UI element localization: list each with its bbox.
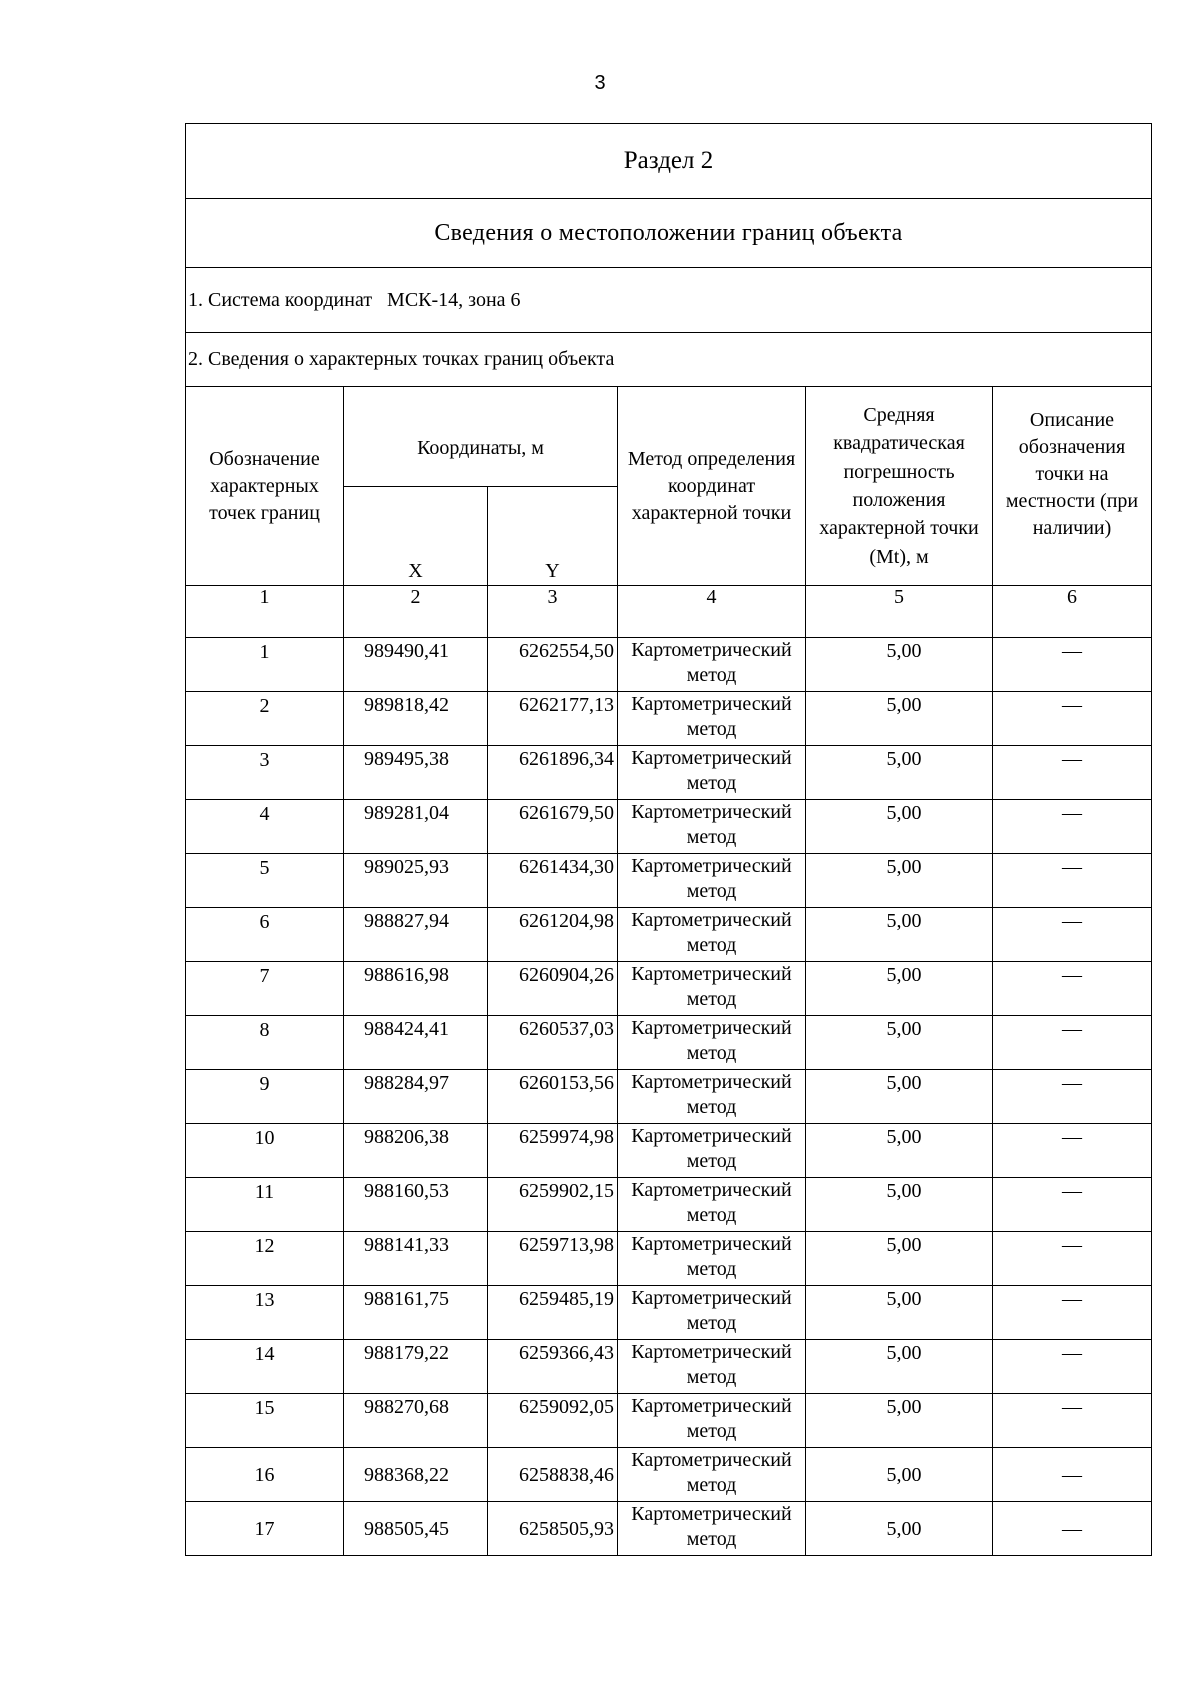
table-row: [186, 1448, 1152, 1502]
table-row: [186, 1124, 1152, 1178]
boundary-points-table: [185, 123, 1152, 1556]
mean-square-error: 5,00: [806, 1124, 993, 1178]
point-number: 12: [186, 1232, 344, 1286]
method: Картометрический метод: [618, 962, 806, 1016]
table-row: [186, 800, 1152, 854]
mean-square-error: 5,00: [806, 1448, 993, 1502]
x-coordinate: 988206,38: [344, 1124, 488, 1178]
y-coordinate: 6261204,98: [488, 908, 618, 962]
page-number: 3: [594, 72, 606, 94]
mean-square-error: 5,00: [806, 1070, 993, 1124]
point-description: —: [993, 1070, 1152, 1124]
method: Картометрический метод: [618, 638, 806, 692]
mean-square-error: 5,00: [806, 800, 993, 854]
table-row: [186, 1178, 1152, 1232]
mean-square-error: 5,00: [806, 1502, 993, 1556]
point-description: —: [993, 1286, 1152, 1340]
table-row: [186, 746, 1152, 800]
header-method: Метод определения координат характерной точки: [618, 387, 806, 586]
y-coordinate: 6262554,50: [488, 638, 618, 692]
coordinate-system-row: [186, 268, 1152, 333]
column-number: 1: [186, 586, 344, 638]
point-description: —: [993, 1124, 1152, 1178]
point-number: 2: [186, 692, 344, 746]
point-description: —: [993, 1232, 1152, 1286]
table-row: [186, 908, 1152, 962]
column-numbers-row: [186, 586, 1152, 638]
point-number: 13: [186, 1286, 344, 1340]
x-coordinate: 989281,04: [344, 800, 488, 854]
point-number: 11: [186, 1178, 344, 1232]
y-coordinate: 6259902,15: [488, 1178, 618, 1232]
mean-square-error: 5,00: [806, 746, 993, 800]
method: Картометрический метод: [618, 1178, 806, 1232]
point-number: 10: [186, 1124, 344, 1178]
y-coordinate: 6259092,05: [488, 1394, 618, 1448]
y-coordinate: 6259485,19: [488, 1286, 618, 1340]
point-number: 7: [186, 962, 344, 1016]
mean-square-error: 5,00: [806, 854, 993, 908]
point-number: 9: [186, 1070, 344, 1124]
point-description: —: [993, 1502, 1152, 1556]
y-coordinate: 6261896,34: [488, 746, 618, 800]
x-coordinate: 988424,41: [344, 1016, 488, 1070]
point-description: —: [993, 908, 1152, 962]
point-number: 17: [186, 1502, 344, 1556]
x-coordinate: 988616,98: [344, 962, 488, 1016]
x-coordinate: 988368,22: [344, 1448, 488, 1502]
x-coordinate: 988827,94: [344, 908, 488, 962]
y-coordinate: 6261679,50: [488, 800, 618, 854]
method: Картометрический метод: [618, 1394, 806, 1448]
coordinate-system: 1. Система координат МСК-14, зона 6: [186, 268, 1152, 333]
point-number: 6: [186, 908, 344, 962]
point-number: 1: [186, 638, 344, 692]
points-caption-row: [186, 333, 1152, 387]
point-number: 16: [186, 1448, 344, 1502]
x-coordinate: 988160,53: [344, 1178, 488, 1232]
point-description: —: [993, 692, 1152, 746]
section-title: Раздел 2: [186, 124, 1152, 199]
point-number: 15: [186, 1394, 344, 1448]
method: Картометрический метод: [618, 854, 806, 908]
mean-square-error: 5,00: [806, 1232, 993, 1286]
mean-square-error: 5,00: [806, 1340, 993, 1394]
mean-square-error: 5,00: [806, 1286, 993, 1340]
column-number: 5: [806, 586, 993, 638]
mean-square-error: 5,00: [806, 1394, 993, 1448]
table-body: [186, 638, 1152, 1556]
method: Картометрический метод: [618, 1448, 806, 1502]
column-number: 4: [618, 586, 806, 638]
y-coordinate: 6262177,13: [488, 692, 618, 746]
point-number: 14: [186, 1340, 344, 1394]
x-coordinate: 988179,22: [344, 1340, 488, 1394]
table-row: [186, 1394, 1152, 1448]
point-description: —: [993, 1178, 1152, 1232]
points-caption: 2. Сведения о характерных точках границ объекта: [186, 333, 1152, 387]
x-coordinate: 989490,41: [344, 638, 488, 692]
mean-square-error: 5,00: [806, 1178, 993, 1232]
column-number: 2: [344, 586, 488, 638]
method: Картометрический метод: [618, 1286, 806, 1340]
mean-square-error: 5,00: [806, 1016, 993, 1070]
x-coordinate: 988270,68: [344, 1394, 488, 1448]
table-row: [186, 1286, 1152, 1340]
section-title-row: [186, 124, 1152, 199]
y-coordinate: 6259366,43: [488, 1340, 618, 1394]
header-description: Описание обозначения точки на местности (при наличии): [993, 387, 1152, 586]
table-row: [186, 638, 1152, 692]
mean-square-error: 5,00: [806, 692, 993, 746]
table-row: [186, 1232, 1152, 1286]
y-coordinate: 6260904,26: [488, 962, 618, 1016]
point-description: —: [993, 1448, 1152, 1502]
point-number: 5: [186, 854, 344, 908]
method: Картометрический метод: [618, 1124, 806, 1178]
point-description: —: [993, 962, 1152, 1016]
method: Картометрический метод: [618, 908, 806, 962]
method: Картометрический метод: [618, 1502, 806, 1556]
header-error: Средняя квадратическая погрешность положения характерной точки (Mt), м: [806, 387, 993, 586]
header-point-designation: Обозначение характерных точек границ: [186, 387, 344, 586]
table-row: [186, 962, 1152, 1016]
section-subtitle-row: [186, 199, 1152, 268]
table-row: [186, 692, 1152, 746]
mean-square-error: 5,00: [806, 638, 993, 692]
point-description: —: [993, 638, 1152, 692]
method: Картометрический метод: [618, 746, 806, 800]
x-coordinate: 989818,42: [344, 692, 488, 746]
x-coordinate: 989495,38: [344, 746, 488, 800]
point-description: —: [993, 1394, 1152, 1448]
table-row: [186, 854, 1152, 908]
header-coordinates: Координаты, м: [344, 387, 618, 487]
y-coordinate: 6259713,98: [488, 1232, 618, 1286]
x-coordinate: 988161,75: [344, 1286, 488, 1340]
x-coordinate: 988505,45: [344, 1502, 488, 1556]
method: Картометрический метод: [618, 692, 806, 746]
method: Картометрический метод: [618, 800, 806, 854]
point-number: 3: [186, 746, 344, 800]
header-x: X: [344, 487, 488, 586]
point-description: —: [993, 800, 1152, 854]
point-description: —: [993, 1340, 1152, 1394]
mean-square-error: 5,00: [806, 908, 993, 962]
x-coordinate: 988284,97: [344, 1070, 488, 1124]
y-coordinate: 6261434,30: [488, 854, 618, 908]
table-row: [186, 1016, 1152, 1070]
y-coordinate: 6260537,03: [488, 1016, 618, 1070]
table-row: [186, 1340, 1152, 1394]
method: Картометрический метод: [618, 1016, 806, 1070]
method: Картометрический метод: [618, 1070, 806, 1124]
header-y: Y: [488, 487, 618, 586]
point-number: 4: [186, 800, 344, 854]
column-number: 3: [488, 586, 618, 638]
y-coordinate: 6259974,98: [488, 1124, 618, 1178]
point-description: —: [993, 746, 1152, 800]
point-description: —: [993, 854, 1152, 908]
y-coordinate: 6260153,56: [488, 1070, 618, 1124]
method: Картометрический метод: [618, 1340, 806, 1394]
column-number: 6: [993, 586, 1152, 638]
y-coordinate: 6258505,93: [488, 1502, 618, 1556]
method: Картометрический метод: [618, 1232, 806, 1286]
x-coordinate: 988141,33: [344, 1232, 488, 1286]
table-row: [186, 1502, 1152, 1556]
section-subtitle: Сведения о местоположении границ объекта: [186, 199, 1152, 268]
point-number: 8: [186, 1016, 344, 1070]
mean-square-error: 5,00: [806, 962, 993, 1016]
point-description: —: [993, 1016, 1152, 1070]
table-row: [186, 1070, 1152, 1124]
x-coordinate: 989025,93: [344, 854, 488, 908]
header-row-top: [186, 387, 1152, 487]
y-coordinate: 6258838,46: [488, 1448, 618, 1502]
